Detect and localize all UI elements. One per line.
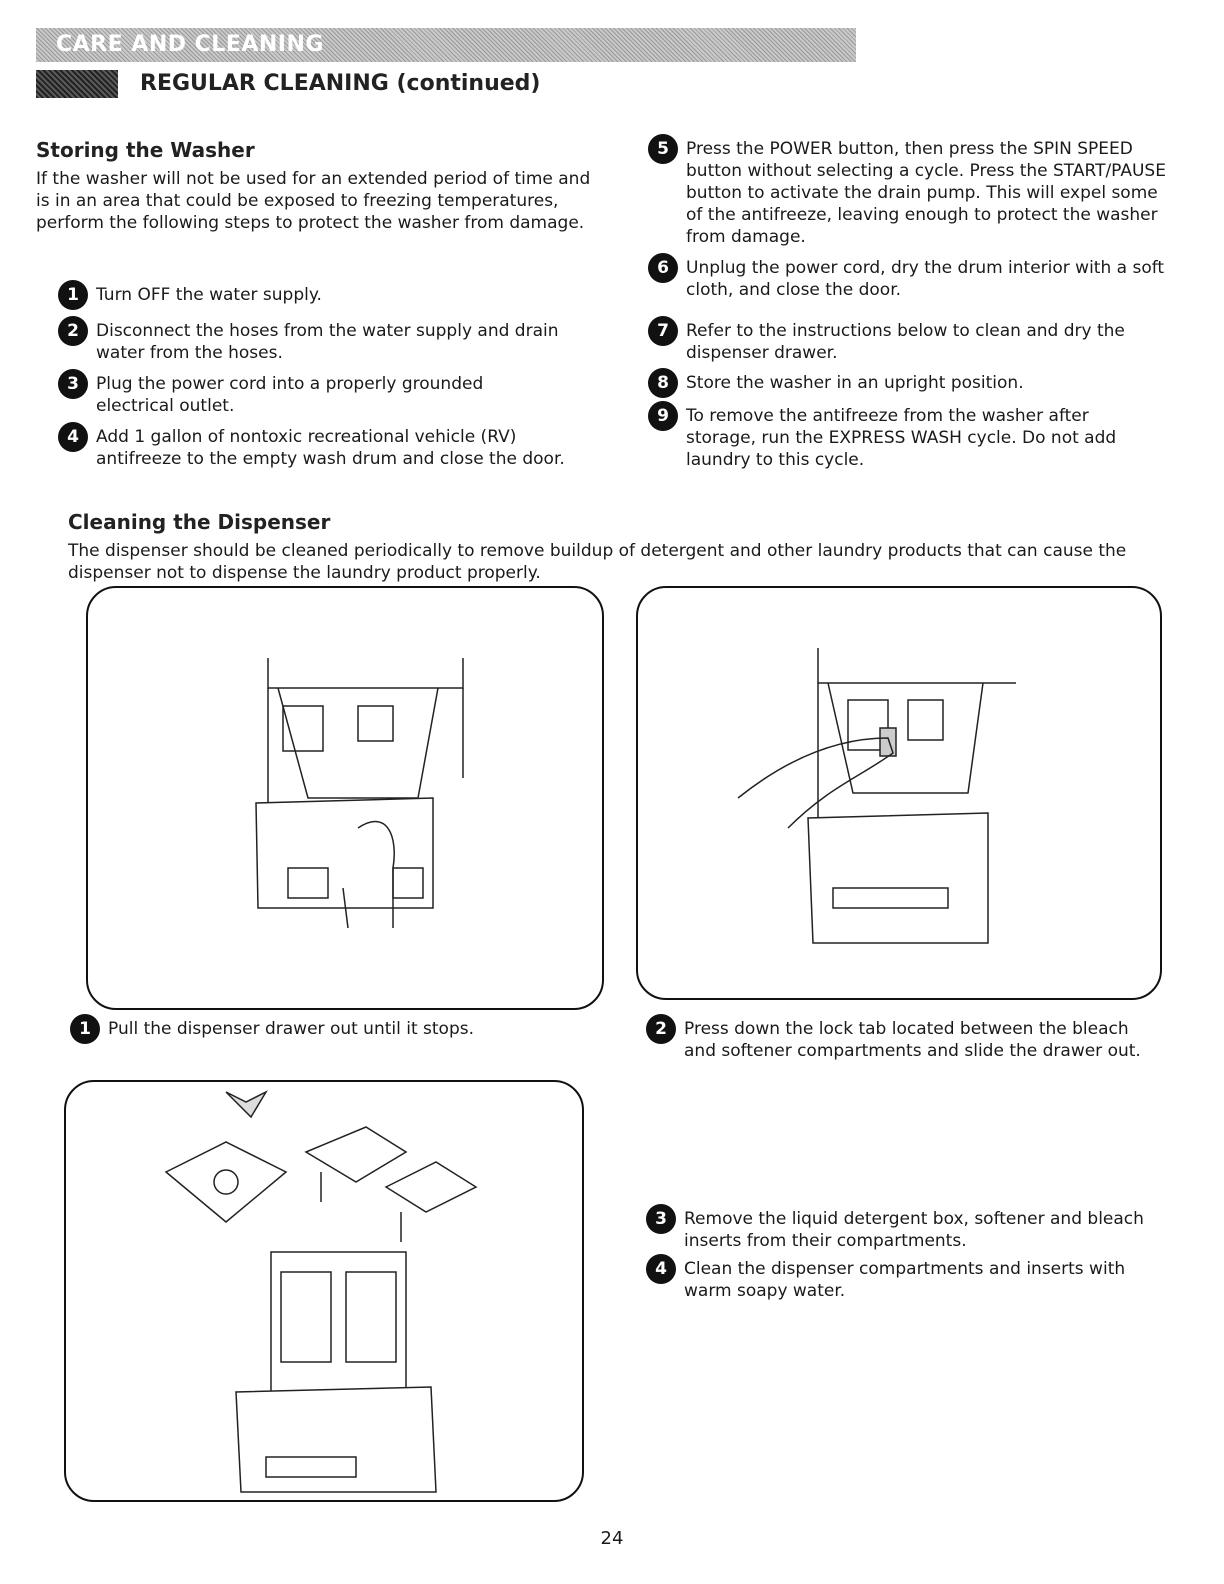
step-number-badge: 7 — [648, 316, 678, 346]
step-number-badge: 6 — [648, 253, 678, 283]
step-text: Disconnect the hoses from the water supply and drain water from the hoses. — [96, 321, 559, 363]
dispenser-step-3 — [646, 1208, 1156, 1252]
step-number-badge: 4 — [646, 1254, 676, 1284]
storing-step-2 — [58, 320, 608, 364]
chapter-banner: CARE AND CLEANING — [36, 28, 856, 62]
step-text: Unplug the power cord, dry the drum interior with a soft cloth, and close the door. — [686, 258, 1165, 300]
step-text: Store the washer in an upright position. — [686, 373, 1024, 393]
inserts-drawing — [66, 1082, 582, 1500]
lock-tab-drawing — [638, 588, 1160, 998]
step-text: To remove the antifreeze from the washer after storage, run the EXPRESS WASH cycle. Do not add laundry to this cycle. — [686, 406, 1117, 470]
illustration-lock-tab — [636, 586, 1162, 1000]
step-number-badge: 8 — [648, 368, 678, 398]
step-number-badge: 4 — [58, 422, 88, 452]
storing-step-9 — [648, 405, 1148, 471]
step-text: Press down the lock tab located between the bleach and softener compartments and slide the drawer out. — [684, 1019, 1141, 1061]
step-text: Remove the liquid detergent box, softener and bleach inserts from their compartments. — [684, 1209, 1144, 1251]
step-number-badge: 5 — [648, 134, 678, 164]
step-text: Press the POWER button, then press the SPIN SPEED button without selecting a cycle. Press the START/PAUSE button to activate the drain pump. This will expel some of the antifreeze, leaving enough to protect the washer from damage. — [686, 139, 1166, 247]
storing-step-5 — [648, 138, 1168, 248]
storing-step-1 — [58, 284, 608, 310]
storing-title: Storing the Washer — [36, 138, 255, 162]
storing-step-7 — [648, 320, 1138, 364]
step-number-badge: 3 — [646, 1204, 676, 1234]
storing-step-8 — [648, 372, 1168, 398]
dispenser-step-2 — [646, 1018, 1166, 1062]
storing-intro: If the washer will not be used for an extended period of time and is in an area that could be exposed to freezing temperatures, perform the following steps to protect the washer from damage. — [36, 169, 591, 233]
dispenser-step-1 — [70, 1018, 590, 1044]
page-number: 24 — [600, 1528, 624, 1549]
storing-step-3 — [58, 373, 498, 417]
step-number-badge: 1 — [58, 280, 88, 310]
step-text: Turn OFF the water supply. — [96, 285, 322, 305]
section-marker — [36, 70, 118, 98]
step-number-badge: 2 — [58, 316, 88, 346]
dispenser-step-4 — [646, 1258, 1156, 1302]
storing-step-6 — [648, 257, 1168, 301]
dispenser-title: Cleaning the Dispenser — [68, 510, 331, 534]
step-text: Add 1 gallon of nontoxic recreational vehicle (RV) antifreeze to the empty wash drum and close the door. — [96, 427, 565, 469]
step-number-badge: 9 — [648, 401, 678, 431]
storing-step-4 — [58, 426, 588, 470]
step-text: Clean the dispenser compartments and inserts with warm soapy water. — [684, 1259, 1126, 1301]
step-number-badge: 3 — [58, 369, 88, 399]
dispenser-intro: The dispenser should be cleaned periodically to remove buildup of detergent and other laundry products that can cause the dispenser not to dispense the laundry product properly. — [68, 541, 1127, 583]
section-title: REGULAR CLEANING (continued) — [140, 71, 541, 96]
step-text: Refer to the instructions below to clean and dry the dispenser drawer. — [686, 321, 1125, 363]
step-text: Pull the dispenser drawer out until it stops. — [108, 1019, 475, 1039]
step-number-badge: 1 — [70, 1014, 100, 1044]
step-number-badge: 2 — [646, 1014, 676, 1044]
illustration-pull-drawer — [86, 586, 604, 1010]
step-text: Plug the power cord into a properly grounded electrical outlet. — [96, 374, 484, 416]
illustration-remove-inserts — [64, 1080, 584, 1502]
drawer-pull-drawing — [88, 588, 602, 1008]
